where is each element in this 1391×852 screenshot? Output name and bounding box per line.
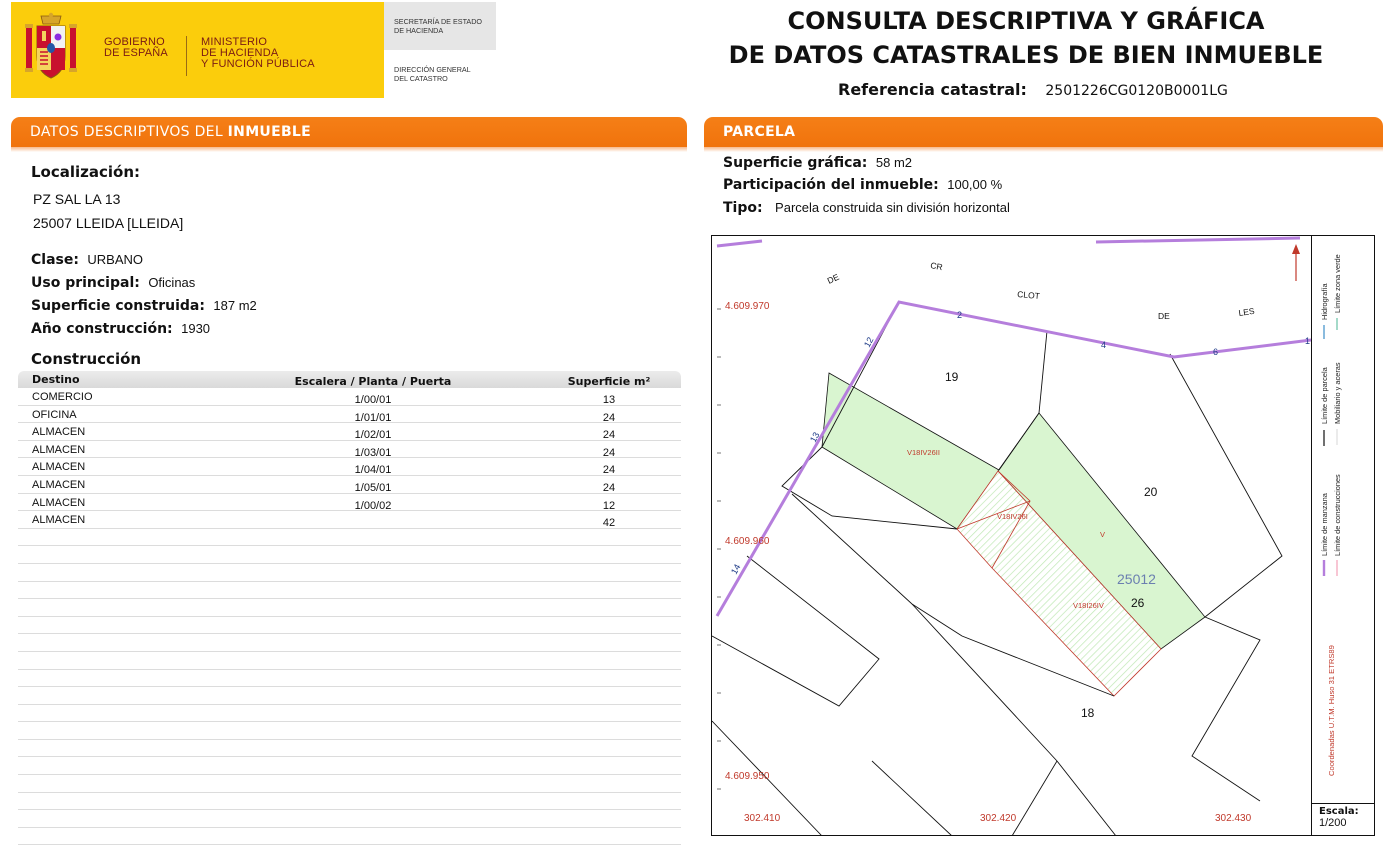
superficie-construida-value: 187 m2 (213, 298, 257, 313)
parcel-number: 20 (1144, 485, 1158, 499)
y-coord-label: 4.609.970 (725, 301, 770, 312)
legend-mobiliario: Mobiliario y aceras (1333, 362, 1342, 424)
table-row (18, 529, 681, 547)
escudo-espana-icon (24, 12, 78, 84)
y-coord-label: 4.609.960 (725, 536, 770, 547)
gobierno-logo-band (11, 2, 384, 98)
x-coord-label: 302.410 (744, 813, 781, 824)
x-coord-label: 302.420 (980, 813, 1017, 824)
table-row (18, 740, 681, 758)
table-row: ALMACEN 1/04/01 24 (18, 458, 681, 476)
destino-cell: COMERCIO (32, 391, 93, 403)
table-row: ALMACEN 1/03/01 24 (18, 441, 681, 459)
building-code: V18IV26I (997, 512, 1028, 521)
anio-construccion-value: 1930 (181, 321, 211, 336)
table-row: ALMACEN 1/00/02 12 (18, 494, 681, 512)
scale-box (1311, 803, 1374, 835)
table-row (18, 828, 681, 846)
direccion-general-text: DIRECCIÓN GENERAL DEL CATASTRO (394, 65, 471, 83)
page-title: CONSULTA DESCRIPTIVA Y GRÁFICA DE DATOS CATASTRALES DE BIEN INMUEBLE (728, 7, 1324, 69)
legend-construcciones: Límite de construcciones (1333, 474, 1342, 556)
ministerio-text: MINISTERIO DE HACIENDA Y FUNCIÓN PÚBLICA (201, 36, 315, 70)
clase-value: URBANO (87, 252, 144, 267)
street-number: 1 (1305, 336, 1311, 346)
x-coord-label: 302.430 (1215, 813, 1252, 824)
legend-hidrografia: Hidrografía (1320, 283, 1329, 320)
cadastral-plan (712, 236, 1311, 836)
referencia-value: 2501226CG0120B0001LG (1045, 83, 1228, 99)
table-row (18, 687, 681, 705)
table-row (18, 582, 681, 600)
table-row (18, 757, 681, 775)
north-arrow-icon (1292, 244, 1300, 281)
street-number: 14 (728, 562, 743, 576)
table-row (18, 670, 681, 688)
uso-principal-value: Oficinas (148, 275, 196, 290)
construccion-label: Construcción (31, 350, 142, 368)
parcel-number: 26 (1131, 596, 1145, 610)
table-row: COMERCIO 1/00/01 13 (18, 388, 681, 406)
y-coord-label: 4.609.950 (725, 771, 770, 782)
map-legend (1311, 236, 1374, 803)
street-word: CLOT (1016, 289, 1041, 301)
parcel-number: 19 (945, 370, 959, 384)
parcel-map[interactable] (711, 235, 1375, 836)
street-number: 12 (861, 335, 876, 349)
secretaria-text: SECRETARÍA DE ESTADO DE HACIENDA (394, 17, 482, 35)
referencia-label: Referencia catastral: (838, 80, 1027, 99)
destino-cell: ALMACEN (32, 443, 86, 456)
section-header-datos-descriptivos: DATOS DESCRIPTIVOS DEL INMUEBLE (11, 117, 687, 147)
table-row (18, 810, 681, 828)
table-row (18, 722, 681, 740)
building-code: V18I26IV (1073, 601, 1104, 610)
logo-divider (186, 36, 187, 76)
legend-parcela: Límite de parcela (1320, 367, 1329, 424)
table-row (18, 775, 681, 793)
coord-system-text: Coordenadas U.T.M. Huso 31 ETRS89 (1327, 645, 1336, 776)
destino-cell: ALMACEN (32, 496, 86, 509)
destino-cell: ALMACEN (32, 478, 86, 491)
col-destino: Destino (32, 373, 80, 386)
table-header: Destino Escalera / Planta / Puerta Superficie m² (18, 371, 681, 388)
street-word: DE (825, 271, 841, 286)
street-number: 4 (1101, 340, 1107, 350)
block-code: 25012 (1117, 571, 1156, 587)
street-number: 6 (1213, 347, 1219, 357)
legend-manzana: Límite de manzana (1320, 493, 1329, 556)
legend-zona-verde: Límite zona verde (1333, 254, 1342, 313)
building-code: V18IV26II (907, 448, 940, 457)
participacion-value: 100,00 % (947, 177, 1003, 192)
table-row: ALMACEN 1/02/01 24 (18, 423, 681, 441)
superficie-grafica-value: 58 m2 (875, 155, 913, 170)
construccion-table (18, 371, 681, 845)
gobierno-de-espana-text: GOBIERNO DE ESPAÑA (104, 36, 168, 59)
table-row: OFICINA 1/01/01 24 (18, 406, 681, 424)
street-word: CR (929, 260, 944, 273)
clase-field: Clase: URBANO (31, 252, 144, 268)
table-row (18, 564, 681, 582)
street-word: DE (1158, 311, 1170, 321)
anio-construccion-field: Año construcción: 1930 (31, 321, 211, 337)
superficie-grafica-field: Superficie gráfica: 58 m2 (723, 155, 913, 171)
participacion-field: Participación del inmueble: 100,00 % (723, 177, 1003, 193)
table-row (18, 634, 681, 652)
table-row (18, 617, 681, 635)
address-line-2: 25007 LLEIDA [LLEIDA] (33, 215, 184, 231)
tipo-field: Tipo: Parcela construida sin división horizontal (723, 200, 1010, 216)
street-number: 13 (807, 430, 822, 444)
destino-cell: ALMACEN (32, 461, 86, 474)
street-word: LES (1237, 305, 1256, 318)
scale-label: Escala: (1319, 806, 1359, 817)
table-row (18, 652, 681, 670)
table-row (18, 546, 681, 564)
referencia-catastral (838, 80, 1228, 100)
address-line-1: PZ SAL LA 13 (33, 191, 121, 207)
table-row (18, 599, 681, 617)
scale-value: 1/200 (1319, 817, 1347, 829)
parcel-number: 18 (1081, 706, 1095, 720)
table-row: ALMACEN 42 (18, 511, 681, 529)
destino-cell: ALMACEN (32, 514, 86, 527)
table-row (18, 793, 681, 811)
table-row (18, 705, 681, 723)
superficie-construida-field: Superficie construida: 187 m2 (31, 298, 257, 314)
localizacion-label: Localización: (31, 163, 141, 181)
tipo-value: Parcela construida sin división horizontal (775, 200, 1010, 215)
uso-principal-field: Uso principal: Oficinas (31, 275, 196, 291)
table-row: ALMACEN 1/05/01 24 (18, 476, 681, 494)
section-header-parcela: PARCELA (704, 117, 1383, 147)
destino-cell: OFICINA (32, 408, 77, 421)
street-number: 2 (957, 310, 963, 320)
table-body (18, 388, 681, 845)
destino-cell: ALMACEN (32, 426, 86, 439)
building-code: V (1100, 530, 1106, 539)
